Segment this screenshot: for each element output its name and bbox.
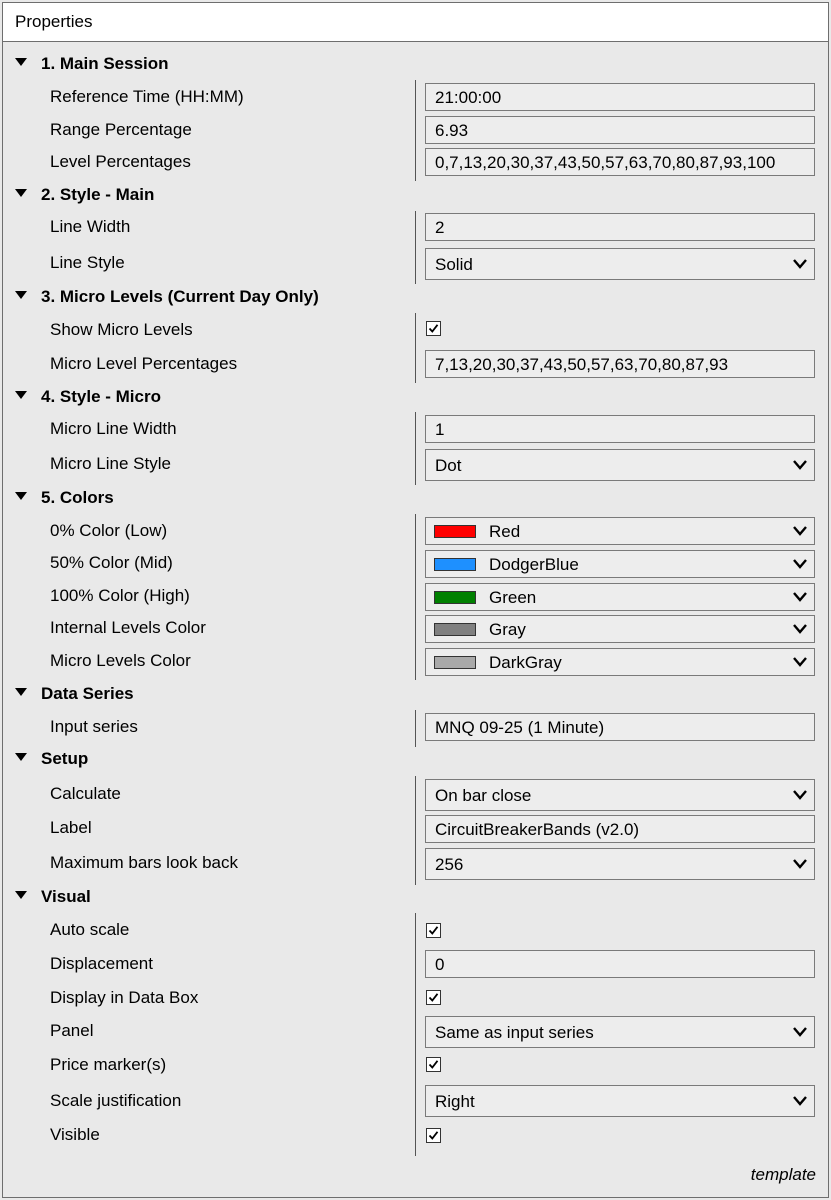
color-swatch (434, 525, 476, 538)
collapse-triangle-icon[interactable] (15, 492, 27, 500)
label-show-micro-levels: Show Micro Levels (50, 320, 193, 339)
column-divider[interactable] (415, 514, 416, 680)
label-line-style: Line Style (50, 253, 125, 272)
visible-checkbox[interactable] (426, 1128, 441, 1143)
color-mid-select[interactable]: DodgerBlue (425, 550, 815, 578)
section-label: 4. Style - Micro (41, 387, 161, 406)
section-label: 2. Style - Main (41, 185, 155, 204)
label-micro-level-percentages: Micro Level Percentages (50, 354, 238, 373)
label-scale-justification: Scale justification (50, 1091, 182, 1110)
level-percentages-input[interactable]: 0,7,13,20,30,37,43,50,57,63,70,80,87,93,100 (425, 148, 815, 176)
label-label: Label (50, 818, 92, 837)
collapse-triangle-icon[interactable] (15, 189, 27, 197)
micro-line-style-select[interactable]: Dot (425, 449, 815, 481)
color-high-select[interactable]: Green (425, 583, 815, 611)
label-range-percentage: Range Percentage (50, 120, 192, 139)
display-in-data-box-checkbox[interactable] (426, 990, 441, 1005)
scale-justification-select[interactable]: Right (425, 1085, 815, 1117)
label-line-width: Line Width (50, 217, 131, 236)
checkmark-icon (428, 925, 439, 936)
column-divider[interactable] (415, 710, 416, 747)
input-series-field[interactable]: MNQ 09-25 (1 Minute) (425, 713, 815, 741)
window-title: Properties (15, 12, 93, 31)
section-main-session[interactable] (3, 50, 828, 78)
section-label: 5. Colors (41, 488, 114, 507)
label-input[interactable]: CircuitBreakerBands (v2.0) (425, 815, 815, 843)
section-label: Data Series (41, 684, 134, 703)
section-label: Setup (41, 749, 89, 768)
line-style-select[interactable]: Solid (425, 248, 815, 280)
chevron-down-icon (792, 1026, 808, 1038)
max-bars-look-back-select[interactable]: 256 (425, 848, 815, 880)
column-divider[interactable] (415, 211, 416, 284)
chevron-down-icon (792, 623, 808, 635)
color-swatch (434, 623, 476, 636)
column-divider[interactable] (415, 913, 416, 1156)
label-input-series: Input series (50, 717, 138, 736)
micro-line-width-input[interactable]: 1 (425, 415, 815, 443)
label-panel: Panel (50, 1021, 94, 1040)
label-color-micro: Micro Levels Color (50, 651, 191, 670)
chevron-down-icon (792, 858, 808, 870)
label-display-in-data-box: Display in Data Box (50, 988, 199, 1007)
checkmark-icon (428, 1130, 439, 1141)
properties-window (2, 2, 829, 1198)
section-label: Visual (41, 887, 91, 906)
collapse-triangle-icon[interactable] (15, 291, 27, 299)
price-markers-checkbox[interactable] (426, 1057, 441, 1072)
label-micro-line-style: Micro Line Style (50, 454, 171, 473)
title-bar (3, 3, 828, 42)
section-style-main[interactable] (3, 181, 828, 209)
auto-scale-checkbox[interactable] (426, 923, 441, 938)
label-color-low: 0% Color (Low) (50, 521, 168, 540)
label-color-high: 100% Color (High) (50, 586, 190, 605)
chevron-down-icon (792, 656, 808, 668)
calculate-select[interactable]: On bar close (425, 779, 815, 811)
chevron-down-icon (792, 558, 808, 570)
color-swatch (434, 591, 476, 604)
label-color-mid: 50% Color (Mid) (50, 553, 173, 572)
reference-time-input[interactable]: 21:00:00 (425, 83, 815, 111)
section-data-series[interactable] (3, 680, 828, 708)
label-displacement: Displacement (50, 954, 153, 973)
chevron-down-icon (792, 525, 808, 537)
column-divider[interactable] (415, 412, 416, 485)
template-link[interactable]: template (750, 1165, 816, 1184)
section-style-micro[interactable] (3, 383, 828, 411)
checkmark-icon (428, 1059, 439, 1070)
chevron-down-icon (792, 258, 808, 270)
micro-level-percentages-input[interactable]: 7,13,20,30,37,43,50,57,63,70,80,87,93 (425, 350, 815, 378)
color-swatch (434, 656, 476, 669)
collapse-triangle-icon[interactable] (15, 891, 27, 899)
color-swatch (434, 558, 476, 571)
collapse-triangle-icon[interactable] (15, 688, 27, 696)
section-visual[interactable] (3, 883, 828, 911)
color-micro-select[interactable]: DarkGray (425, 648, 815, 676)
chevron-down-icon (792, 789, 808, 801)
label-color-internal: Internal Levels Color (50, 618, 206, 637)
column-divider[interactable] (415, 313, 416, 383)
collapse-triangle-icon[interactable] (15, 391, 27, 399)
checkmark-icon (428, 323, 439, 334)
color-low-select[interactable]: Red (425, 517, 815, 545)
label-visible: Visible (50, 1125, 100, 1144)
column-divider[interactable] (415, 80, 416, 181)
checkmark-icon (428, 992, 439, 1003)
section-label: 1. Main Session (41, 54, 169, 73)
section-setup[interactable] (3, 745, 828, 773)
color-internal-select[interactable]: Gray (425, 615, 815, 643)
collapse-triangle-icon[interactable] (15, 753, 27, 761)
line-width-input[interactable]: 2 (425, 213, 815, 241)
column-divider[interactable] (415, 776, 416, 885)
chevron-down-icon (792, 459, 808, 471)
panel-select[interactable]: Same as input series (425, 1016, 815, 1048)
section-micro-levels[interactable] (3, 283, 828, 311)
label-price-markers: Price marker(s) (50, 1055, 167, 1074)
section-label: 3. Micro Levels (Current Day Only) (41, 287, 319, 306)
label-reference-time: Reference Time (HH:MM) (50, 87, 244, 106)
collapse-triangle-icon[interactable] (15, 58, 27, 66)
show-micro-levels-checkbox[interactable] (426, 321, 441, 336)
range-percentage-input[interactable]: 6.93 (425, 116, 815, 144)
label-micro-line-width: Micro Line Width (50, 419, 177, 438)
label-level-percentages: Level Percentages (50, 152, 191, 171)
displacement-input[interactable]: 0 (425, 950, 815, 978)
label-auto-scale: Auto scale (50, 920, 130, 939)
label-calculate: Calculate (50, 784, 121, 803)
chevron-down-icon (792, 1095, 808, 1107)
label-max-bars-look-back: Maximum bars look back (50, 853, 239, 872)
section-colors[interactable] (3, 484, 828, 512)
chevron-down-icon (792, 591, 808, 603)
